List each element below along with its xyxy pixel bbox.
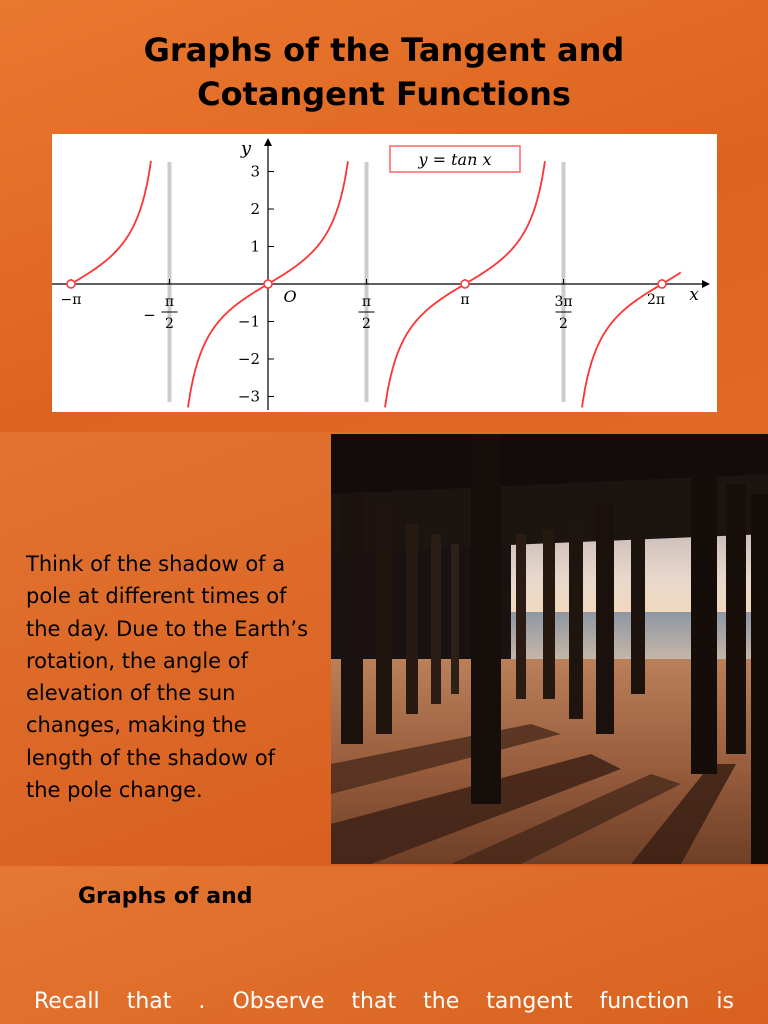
title-line-2: Cotangent Functions	[197, 75, 571, 113]
tan-branch-0	[67, 161, 151, 286]
x-tick-label-0: −π	[60, 292, 82, 308]
tan-branch-3	[582, 272, 681, 407]
x-tick-num-1: π	[164, 294, 175, 310]
zero-point-0	[67, 280, 75, 288]
shadow-paragraph: Think of the shadow of a pole at different times of the day. Due to the Earth’s rotation, the angle of elevation of the sun changes, making the length of the shadow of the pole change.	[26, 552, 309, 803]
zero-point-3	[658, 280, 666, 288]
recall-text: Recall that . Observe that the tangent function is	[34, 989, 734, 1014]
y-tick-label-2: 1	[250, 237, 260, 256]
graphs-subheading: Graphs of and	[78, 884, 253, 909]
x-tick-num-2: π	[361, 294, 372, 310]
y-tick-label-1: 2	[250, 200, 260, 218]
zero-point-1	[264, 280, 272, 288]
x-tick-den-1: 2	[165, 316, 174, 332]
x-axis-arrow	[702, 280, 710, 288]
x-tick-den-4: 2	[559, 316, 568, 332]
x-tick-num-4: 3π	[554, 294, 573, 310]
y-tick-label-0: 3	[250, 162, 260, 181]
tangent-graph	[52, 134, 717, 412]
x-tick-label-3: π	[460, 292, 470, 308]
origin-label: O	[283, 287, 297, 306]
page-title	[0, 28, 768, 116]
y-axis-arrow	[264, 138, 272, 146]
x-tick-den-2: 2	[362, 316, 371, 332]
y-tick-label-5: −3	[237, 387, 260, 406]
title-line-1: Graphs of the Tangent and	[143, 31, 625, 69]
tangent-graph-svg	[52, 134, 717, 412]
y-tick-label-4: −2	[237, 350, 260, 368]
y-tick-label-3: −1	[237, 312, 260, 331]
zero-point-2	[461, 280, 469, 288]
legend-label: y = tan x	[418, 150, 492, 169]
y-axis-label: y	[240, 138, 252, 159]
x-axis-label: x	[689, 285, 699, 305]
pier-photo	[331, 434, 768, 864]
x-tick-label-5: 2π	[646, 292, 666, 308]
pier-sunset-image	[331, 434, 768, 864]
x-tick-sign-1: −	[143, 306, 156, 324]
